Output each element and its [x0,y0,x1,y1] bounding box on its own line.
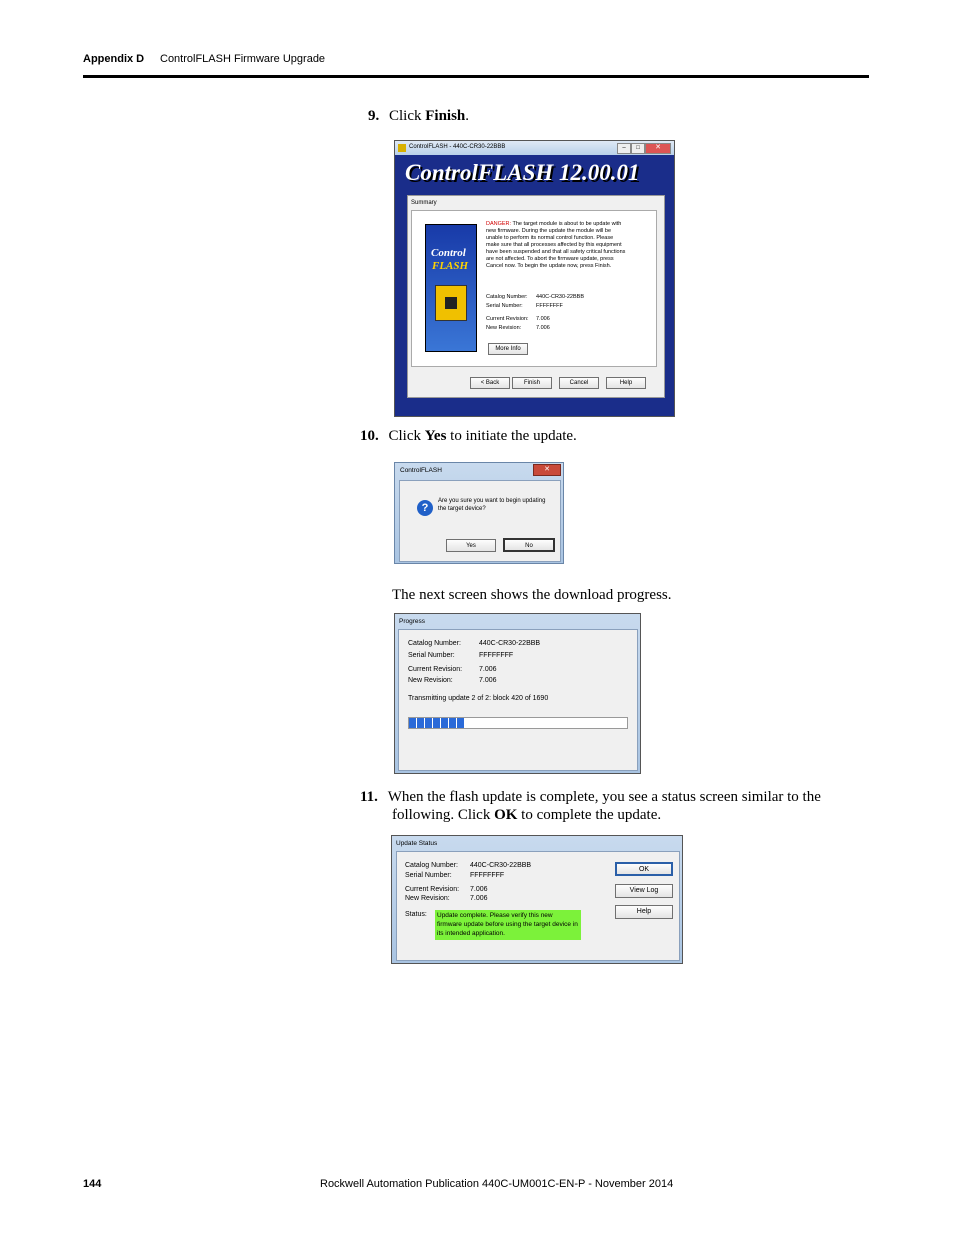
step-bold: Finish [425,108,466,124]
current-revision-value: 7.006 [536,316,550,322]
step-number: 9. [368,108,380,124]
step-text-end: . [465,108,470,124]
no-button[interactable]: No [503,538,555,552]
serial-number-label: Serial Number: [408,652,455,659]
view-log-button[interactable]: View Log [615,884,673,898]
step-number: 11. [360,789,378,805]
controlflash-logo [425,224,477,352]
new-revision-label: New Revision: [408,677,453,684]
step-bold: OK [494,807,518,823]
dialog-message: Are you sure you want to begin updating the target device? [438,498,546,512]
step-text: Click [388,428,425,444]
close-button[interactable]: ✕ [645,143,671,154]
new-revision-value: 7.006 [536,325,550,331]
chapter-title: ControlFLASH Firmware Upgrade [160,53,326,65]
serial-number-value: FFFFFFFF [470,872,505,879]
step-11-line2 [392,807,661,824]
step-bold: Yes [424,428,447,444]
transmit-status: Transmitting update 2 of 2: block 420 of 1690 [408,695,549,702]
question-icon: ? [417,500,433,516]
step-text: following. Click [392,807,495,823]
chip-icon [435,285,467,321]
header-rule [83,75,869,78]
dialog-title: ControlFLASH [400,467,442,474]
progress-note: The next screen shows the download progress. [392,587,672,603]
title-bar [395,141,674,155]
catalog-number-value: 440C-CR30-22BBB [470,862,532,869]
logo-text-2: FLASH [432,260,469,272]
catalog-number-value: 440C-CR30-22BBB [479,640,541,647]
current-revision-label: Current Revision: [408,666,463,673]
catalog-number-label: Catalog Number: [408,640,461,647]
minimize-button[interactable]: – [617,143,631,154]
yes-button[interactable]: Yes [446,539,496,552]
window-title: ControlFLASH - 440C-CR30-22BBB [409,144,506,150]
serial-number-label: Serial Number: [405,872,452,879]
status-label: Status: [405,911,427,918]
back-button[interactable]: < Back [470,377,510,389]
serial-number-value: FFFFFFFF [479,652,514,659]
maximize-button[interactable]: □ [631,143,645,154]
banner: ControlFLASH 12.00.01 [405,160,640,185]
catalog-number-label: Catalog Number: [405,862,458,869]
status-body [396,851,680,961]
dialog-body [399,480,561,562]
more-info-button[interactable]: More Info [488,343,528,355]
confirm-dialog [394,462,564,564]
serial-number-label: Serial Number: [486,303,523,309]
section-label: Appendix D [83,53,145,65]
publication-info: Rockwell Automation Publication 440C-UM001C-EN-P - November 2014 [320,1178,674,1190]
danger-label: DANGER: [486,221,512,227]
finish-button[interactable]: Finish [512,377,552,389]
current-revision-value: 7.006 [479,666,497,673]
logo-text-1: Control [431,247,466,259]
summary-window [394,140,675,417]
step-11 [360,787,860,807]
help-button[interactable]: Help [615,905,673,919]
help-button[interactable]: Help [606,377,646,389]
step-9 [368,108,469,125]
serial-number-value: FFFFFFFF [536,303,563,309]
group-label: Summary [411,200,437,206]
status-message: Update complete. Please verify this new firmware update before using the target device in its intended application. [435,910,581,940]
inner-panel [411,210,657,367]
catalog-number-label: Catalog Number: [486,294,528,300]
window-title: Progress [399,618,426,625]
step-number: 10. [360,428,379,444]
cancel-button[interactable]: Cancel [559,377,599,389]
new-revision-value: 7.006 [479,677,497,684]
progress-bar [408,717,628,729]
step-text-end: to initiate the update. [446,428,577,444]
content-area [407,195,665,398]
new-revision-label: New Revision: [486,325,522,331]
current-revision-label: Current Revision: [486,316,529,322]
page-number: 144 [83,1178,102,1190]
ok-button[interactable]: OK [615,862,673,876]
step-text: Click [389,108,426,124]
step-text-line1: When the flash update is complete, you see a status screen similar to the [387,789,821,805]
danger-text: The target module is about to be update with new firmware. During the update the module will be unable to perform its normal control function. Please make sure that all processes affected by this equipment have been suspended and that all safety critical functions are not affected. To abort the firmware update, press Cancel now. To begin the update now, press Finish. [486,221,626,269]
close-button[interactable]: ✕ [533,464,561,476]
danger-message [486,221,626,270]
window-title: Update Status [396,840,438,847]
update-status-window [391,835,683,964]
progress-window [394,613,641,774]
step-text-end: to complete the update. [517,807,662,823]
progress-bar-fill [409,718,464,728]
new-revision-value: 7.006 [470,895,488,902]
current-revision-value: 7.006 [470,886,488,893]
app-icon [398,144,406,152]
catalog-number-value: 440C-CR30-22BBB [536,294,584,300]
new-revision-label: New Revision: [405,895,450,902]
current-revision-label: Current Revision: [405,886,460,893]
progress-body [398,629,638,771]
step-10 [360,428,577,445]
